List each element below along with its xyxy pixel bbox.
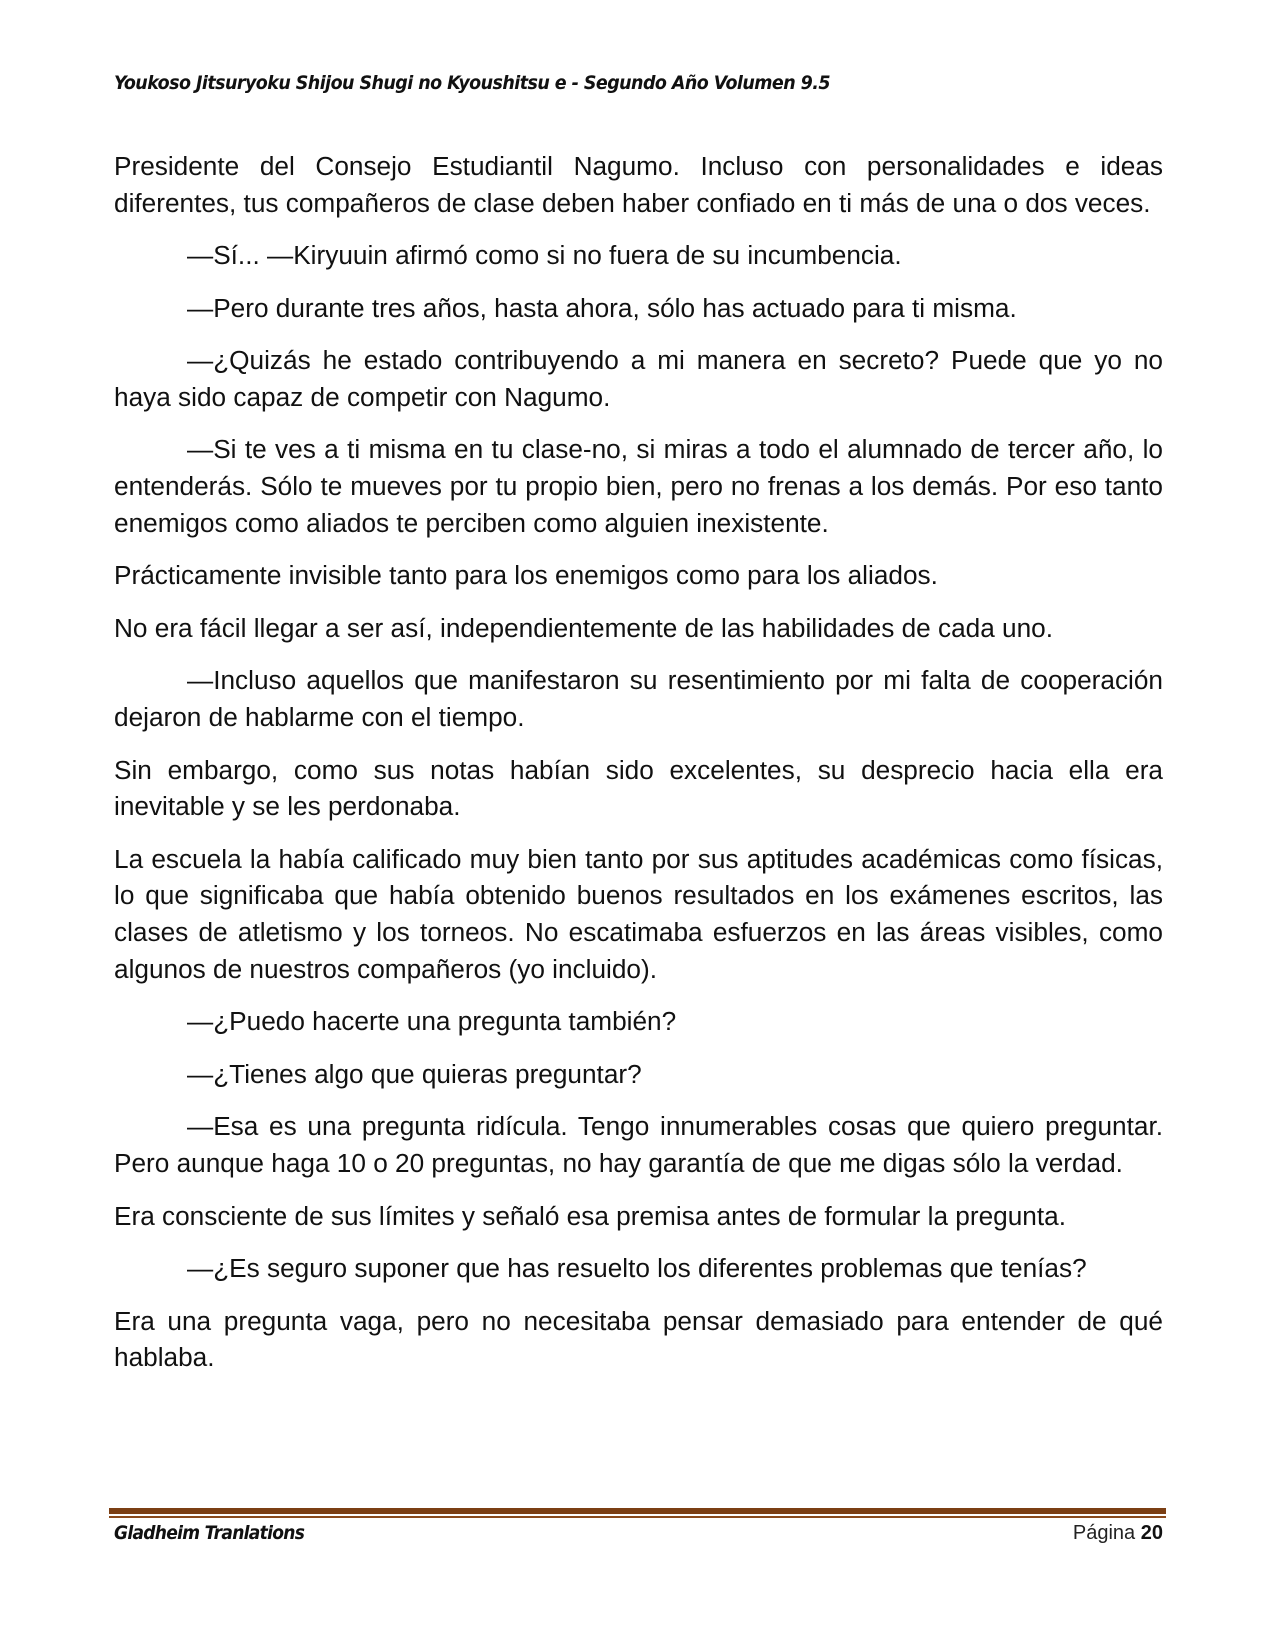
dialog-paragraph: —Pero durante tres años, hasta ahora, sólo has actuado para ti misma. [187, 292, 1017, 323]
paragraph: Prácticamente invisible tanto para los enemigos como para los aliados. [114, 560, 938, 591]
dialog-paragraph: —Esa es una pregunta ridícula. Tengo innumerables cosas que quiero preguntar. Pero aunque haga 10 o 20 preguntas, no hay garantía de que me digas sólo la verdad. [114, 1111, 1163, 1179]
body-text [114, 148, 1163, 1392]
dialog-paragraph: —¿Quizás he estado contribuyendo a mi manera en secreto? Puede que yo no haya sido capaz de competir con Nagumo. [114, 345, 1163, 412]
page-label: Página [1072, 1522, 1136, 1544]
footer-divider-thin [109, 1516, 1166, 1518]
footer-divider-thick [109, 1508, 1166, 1514]
dialog-paragraph: —¿Puedo hacerte una pregunta también? [187, 1006, 677, 1037]
paragraph: Presidente del Consejo Estudiantil Nagumo. Incluso con personalidades e ideas diferentes, tus compañeros de clase deben haber confiado en ti más de una o dos veces. [114, 151, 1163, 218]
footer-credit: Gladheim Tranlations [114, 1522, 305, 1544]
paragraph: Sin embargo, como sus notas habían sido excelentes, su desprecio hacia ella era inevitable y se les perdonaba. [114, 754, 1163, 822]
dialog-paragraph: —Incluso aquellos que manifestaron su resentimiento por mi falta de cooperación dejaron de hablarme con el tiempo. [114, 665, 1163, 733]
dialog-paragraph: —Si te ves a ti misma en tu clase-no, si miras a todo el alumnado de tercer año, lo entenderás. Sólo te mueves por tu propio bien, pero no frenas a los demás. Por eso tanto enemigos como aliados te perciben como alguien inexistente. [114, 434, 1163, 538]
paragraph: No era fácil llegar a ser así, independientemente de las habilidades de cada uno. [114, 612, 1054, 643]
paragraph: Era consciente de sus límites y señaló esa premisa antes de formular la pregunta. [114, 1200, 1066, 1231]
page-number: 20 [1140, 1522, 1163, 1544]
dialog-paragraph: —¿Es seguro suponer que has resuelto los diferentes problemas que tenías? [187, 1253, 1087, 1284]
paragraph: La escuela la había calificado muy bien tanto por sus aptitudes académicas como físicas, lo que significaba que había obtenido buenos resultados en los exámenes escritos, las clases de atletismo y los torneos. No escatimaba esfuerzos en las áreas visibles, como algunos de nuestros compañeros (yo incluido). [114, 843, 1163, 984]
dialog-paragraph: —Sí... —Kiryuuin afirmó como si no fuera de su incumbencia. [187, 240, 902, 271]
paragraph: Era una pregunta vaga, pero no necesitaba pensar demasiado para entender de qué hablaba. [114, 1305, 1163, 1373]
page-number-block [1073, 1522, 1163, 1545]
running-header-title: Youkoso Jitsuryoku Shijou Shugi no Kyoushitsu e - Segundo Año Volumen 9.5 [114, 72, 830, 94]
dialog-paragraph: —¿Tienes algo que quieras preguntar? [187, 1058, 642, 1089]
